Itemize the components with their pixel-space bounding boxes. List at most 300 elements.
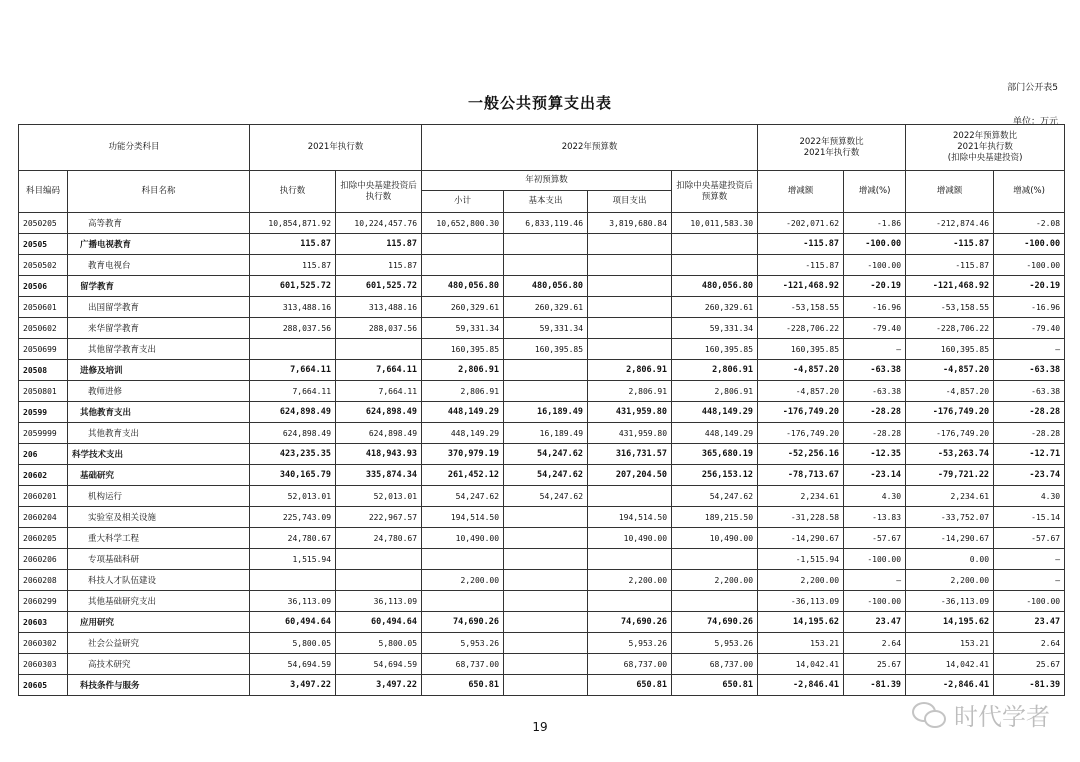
cell-change-pct-2: -81.39	[994, 675, 1065, 696]
cell-code: 2059999	[19, 423, 68, 444]
table-row	[19, 549, 1065, 570]
cell-exec-excl: 24,780.67	[336, 528, 422, 549]
page-number: 19	[532, 720, 548, 734]
cell-exec: 423,235.35	[250, 444, 336, 465]
cell-exec: 624,898.49	[250, 402, 336, 423]
cell-change-amount-2: -33,752.07	[906, 507, 994, 528]
cell-basic: 59,331.34	[504, 318, 588, 339]
unit-label: 单位：万元	[1012, 117, 1058, 127]
cell-exec: 340,165.79	[250, 465, 336, 486]
cell-exec-excl: 115.87	[336, 255, 422, 276]
table-row	[19, 591, 1065, 612]
table-row	[19, 633, 1065, 654]
cell-change-amount-2: 153.21	[906, 633, 994, 654]
cell-code: 2050699	[19, 339, 68, 360]
budget-table	[18, 124, 1065, 696]
cell-exec: 36,113.09	[250, 591, 336, 612]
cell-change-pct-2: 4.30	[994, 486, 1065, 507]
cell-basic: 16,189.49	[504, 402, 588, 423]
cell-change-amount: -121,468.92	[758, 276, 844, 297]
cell-basic: 54,247.62	[504, 465, 588, 486]
cell-name: 教师进修	[68, 381, 250, 402]
cell-change-pct: –	[844, 570, 906, 591]
table-row	[19, 318, 1065, 339]
cell-name: 基础研究	[68, 465, 250, 486]
table-row	[19, 612, 1065, 633]
cell-basic	[504, 549, 588, 570]
cell-change-pct-2: -2.08	[994, 213, 1065, 234]
cell-change-pct-2: -23.74	[994, 465, 1065, 486]
cell-change-amount-2: 0.00	[906, 549, 994, 570]
table-row	[19, 486, 1065, 507]
table-row	[19, 339, 1065, 360]
cell-name: 教育电视台	[68, 255, 250, 276]
table-row	[19, 570, 1065, 591]
cell-project: 2,200.00	[588, 570, 672, 591]
cell-change-amount-2: -115.87	[906, 255, 994, 276]
cell-change-pct: -16.96	[844, 297, 906, 318]
cell-change-amount: -2,846.41	[758, 675, 844, 696]
cell-code: 2060303	[19, 654, 68, 675]
cell-name: 科学技术支出	[68, 444, 250, 465]
cell-exec-excl: 36,113.09	[336, 591, 422, 612]
cell-change-amount-2: -115.87	[906, 234, 994, 255]
cell-exec-excl: 288,037.56	[336, 318, 422, 339]
table-row	[19, 675, 1065, 696]
cell-budget-excl: 365,680.19	[672, 444, 758, 465]
cell-change-amount-2: 160,395.85	[906, 339, 994, 360]
cell-change-pct-2: -15.14	[994, 507, 1065, 528]
header-code: 科目编码	[19, 171, 68, 213]
cell-change-amount-2: -53,263.74	[906, 444, 994, 465]
cell-name: 留学教育	[68, 276, 250, 297]
cell-name: 广播电视教育	[68, 234, 250, 255]
cell-budget-excl: 480,056.80	[672, 276, 758, 297]
cell-exec-excl: 54,694.59	[336, 654, 422, 675]
cell-name: 社会公益研究	[68, 633, 250, 654]
cell-change-amount-2: 2,200.00	[906, 570, 994, 591]
cell-change-amount: -228,706.22	[758, 318, 844, 339]
cell-code: 2050601	[19, 297, 68, 318]
table-row	[19, 402, 1065, 423]
table-row	[19, 360, 1065, 381]
table-header	[19, 125, 1065, 213]
cell-budget-excl: 256,153.12	[672, 465, 758, 486]
cell-subtotal: 54,247.62	[422, 486, 504, 507]
cell-project: 207,204.50	[588, 465, 672, 486]
cell-exec: 3,497.22	[250, 675, 336, 696]
cell-change-amount: -4,857.20	[758, 360, 844, 381]
cell-change-pct: -1.86	[844, 213, 906, 234]
cell-exec: 601,525.72	[250, 276, 336, 297]
cell-project: 650.81	[588, 675, 672, 696]
table-row	[19, 213, 1065, 234]
cell-basic: 54,247.62	[504, 486, 588, 507]
cell-change-pct: -23.14	[844, 465, 906, 486]
cell-subtotal: 10,490.00	[422, 528, 504, 549]
cell-basic: 260,329.61	[504, 297, 588, 318]
cell-change-amount: -115.87	[758, 234, 844, 255]
cell-name: 机构运行	[68, 486, 250, 507]
cell-change-pct-2: –	[994, 549, 1065, 570]
table-row	[19, 297, 1065, 318]
cell-exec-excl	[336, 549, 422, 570]
cell-basic: 6,833,119.46	[504, 213, 588, 234]
cell-project: 10,490.00	[588, 528, 672, 549]
cell-budget-excl: 10,490.00	[672, 528, 758, 549]
cell-change-pct: -57.67	[844, 528, 906, 549]
cell-change-amount: -78,713.67	[758, 465, 844, 486]
cell-project: 2,806.91	[588, 381, 672, 402]
cell-basic	[504, 360, 588, 381]
cell-exec-excl: 313,488.16	[336, 297, 422, 318]
cell-change-amount-2: -176,749.20	[906, 402, 994, 423]
cell-change-pct: -100.00	[844, 591, 906, 612]
cell-change-amount-2: 14,195.62	[906, 612, 994, 633]
cell-subtotal: 160,395.85	[422, 339, 504, 360]
cell-budget-excl: 74,690.26	[672, 612, 758, 633]
cell-change-pct: 25.67	[844, 654, 906, 675]
cell-exec: 115.87	[250, 255, 336, 276]
cell-project: 316,731.57	[588, 444, 672, 465]
cell-project	[588, 549, 672, 570]
cell-subtotal	[422, 255, 504, 276]
cell-subtotal: 59,331.34	[422, 318, 504, 339]
cell-project	[588, 255, 672, 276]
cell-change-pct: -63.38	[844, 381, 906, 402]
cell-exec-excl: 5,800.05	[336, 633, 422, 654]
cell-budget-excl	[672, 591, 758, 612]
cell-project	[588, 591, 672, 612]
cell-name: 高技术研究	[68, 654, 250, 675]
cell-change-pct: -63.38	[844, 360, 906, 381]
cell-code: 20599	[19, 402, 68, 423]
cell-exec: 60,494.64	[250, 612, 336, 633]
cell-change-pct-2: -57.67	[994, 528, 1065, 549]
table-row	[19, 528, 1065, 549]
cell-change-pct-2: -20.19	[994, 276, 1065, 297]
cell-change-pct-2: -28.28	[994, 402, 1065, 423]
cell-code: 2050801	[19, 381, 68, 402]
cell-project: 194,514.50	[588, 507, 672, 528]
cell-budget-excl	[672, 255, 758, 276]
cell-change-pct: 2.64	[844, 633, 906, 654]
cell-project: 431,959.80	[588, 423, 672, 444]
table-row	[19, 381, 1065, 402]
header-compare-2021: 2022年预算数比 2021年执行数	[758, 125, 906, 171]
cell-exec: 288,037.56	[250, 318, 336, 339]
cell-change-pct-2: 2.64	[994, 633, 1065, 654]
cell-change-pct: -100.00	[844, 549, 906, 570]
cell-subtotal: 480,056.80	[422, 276, 504, 297]
header-exec-2021: 2021年执行数	[250, 125, 422, 171]
cell-basic	[504, 507, 588, 528]
cell-change-amount: -176,749.20	[758, 423, 844, 444]
cell-exec-excl: 7,664.11	[336, 360, 422, 381]
cell-name: 来华留学教育	[68, 318, 250, 339]
cell-budget-excl: 2,806.91	[672, 360, 758, 381]
cell-subtotal: 194,514.50	[422, 507, 504, 528]
header-beginning-budget: 年初预算数	[422, 171, 672, 191]
cell-change-amount-2: -36,113.09	[906, 591, 994, 612]
cell-basic	[504, 570, 588, 591]
cell-project: 68,737.00	[588, 654, 672, 675]
cell-change-pct: -13.83	[844, 507, 906, 528]
cell-exec	[250, 339, 336, 360]
cell-change-pct-2: 23.47	[994, 612, 1065, 633]
cell-budget-excl: 650.81	[672, 675, 758, 696]
cell-exec-excl: 10,224,457.76	[336, 213, 422, 234]
cell-subtotal: 260,329.61	[422, 297, 504, 318]
cell-budget-excl	[672, 234, 758, 255]
cell-change-amount-2: -176,749.20	[906, 423, 994, 444]
cell-budget-excl	[672, 549, 758, 570]
cell-change-pct-2: -100.00	[994, 255, 1065, 276]
cell-change-pct: -100.00	[844, 255, 906, 276]
wechat-icon	[912, 700, 948, 730]
cell-code: 20602	[19, 465, 68, 486]
cell-exec-excl: 624,898.49	[336, 423, 422, 444]
cell-budget-excl: 5,953.26	[672, 633, 758, 654]
table-row	[19, 654, 1065, 675]
cell-name: 应用研究	[68, 612, 250, 633]
cell-exec-excl: 418,943.93	[336, 444, 422, 465]
cell-change-amount-2: -14,290.67	[906, 528, 994, 549]
cell-name: 科技人才队伍建设	[68, 570, 250, 591]
cell-budget-excl: 59,331.34	[672, 318, 758, 339]
table-row	[19, 423, 1065, 444]
cell-change-amount: 153.21	[758, 633, 844, 654]
cell-change-pct: -20.19	[844, 276, 906, 297]
cell-budget-excl: 260,329.61	[672, 297, 758, 318]
header-basic: 基本支出	[504, 191, 588, 213]
table-row	[19, 255, 1065, 276]
cell-change-pct: -81.39	[844, 675, 906, 696]
cell-code: 2050502	[19, 255, 68, 276]
cell-change-amount-2: 14,042.41	[906, 654, 994, 675]
cell-basic	[504, 234, 588, 255]
cell-code: 2060204	[19, 507, 68, 528]
cell-name: 进修及培训	[68, 360, 250, 381]
cell-exec: 225,743.09	[250, 507, 336, 528]
cell-change-amount: -1,515.94	[758, 549, 844, 570]
cell-project	[588, 234, 672, 255]
cell-exec: 54,694.59	[250, 654, 336, 675]
table-row	[19, 465, 1065, 486]
table-row	[19, 276, 1065, 297]
cell-exec-excl: 335,874.34	[336, 465, 422, 486]
table-row	[19, 507, 1065, 528]
cell-change-pct: -28.28	[844, 402, 906, 423]
cell-project: 431,959.80	[588, 402, 672, 423]
cell-budget-excl: 2,806.91	[672, 381, 758, 402]
cell-exec-excl	[336, 339, 422, 360]
cell-project: 3,819,680.84	[588, 213, 672, 234]
page-title: 一般公共预算支出表	[467, 94, 612, 112]
cell-code: 2060205	[19, 528, 68, 549]
cell-change-amount-2: -2,846.41	[906, 675, 994, 696]
cell-basic	[504, 654, 588, 675]
cell-project	[588, 339, 672, 360]
cell-change-amount: 14,042.41	[758, 654, 844, 675]
cell-exec-excl: 60,494.64	[336, 612, 422, 633]
cell-change-amount: -14,290.67	[758, 528, 844, 549]
cell-exec-excl: 624,898.49	[336, 402, 422, 423]
cell-change-pct: 23.47	[844, 612, 906, 633]
cell-basic: 160,395.85	[504, 339, 588, 360]
cell-change-pct-2: -100.00	[994, 234, 1065, 255]
cell-code: 2060302	[19, 633, 68, 654]
cell-subtotal	[422, 234, 504, 255]
cell-budget-excl: 448,149.29	[672, 402, 758, 423]
cell-name: 高等教育	[68, 213, 250, 234]
cell-subtotal: 650.81	[422, 675, 504, 696]
cell-project	[588, 297, 672, 318]
cell-exec: 7,664.11	[250, 360, 336, 381]
cell-change-pct: –	[844, 339, 906, 360]
cell-subtotal	[422, 549, 504, 570]
cell-change-pct-2: -16.96	[994, 297, 1065, 318]
header-change-pct-2: 增减(%)	[994, 171, 1065, 213]
cell-name: 其他教育支出	[68, 423, 250, 444]
cell-code: 2060208	[19, 570, 68, 591]
cell-change-amount-2: -212,874.46	[906, 213, 994, 234]
cell-change-pct: -100.00	[844, 234, 906, 255]
cell-subtotal: 2,806.91	[422, 381, 504, 402]
header-change-pct: 增减(%)	[844, 171, 906, 213]
cell-change-amount: -202,071.62	[758, 213, 844, 234]
cell-change-amount-2: -53,158.55	[906, 297, 994, 318]
cell-name: 重大科学工程	[68, 528, 250, 549]
cell-name: 其他基础研究支出	[68, 591, 250, 612]
cell-exec-excl	[336, 570, 422, 591]
cell-project	[588, 318, 672, 339]
cell-exec-excl: 115.87	[336, 234, 422, 255]
cell-basic	[504, 675, 588, 696]
cell-exec: 1,515.94	[250, 549, 336, 570]
cell-change-pct-2: -28.28	[994, 423, 1065, 444]
cell-subtotal: 448,149.29	[422, 402, 504, 423]
table-body	[19, 213, 1065, 696]
cell-basic	[504, 591, 588, 612]
header-change-amount: 增减额	[758, 171, 844, 213]
watermark	[912, 697, 1050, 732]
cell-subtotal: 74,690.26	[422, 612, 504, 633]
cell-code: 20506	[19, 276, 68, 297]
cell-exec: 624,898.49	[250, 423, 336, 444]
cell-basic	[504, 612, 588, 633]
cell-name: 实验室及相关设施	[68, 507, 250, 528]
cell-change-pct-2: -12.71	[994, 444, 1065, 465]
cell-change-amount-2: -121,468.92	[906, 276, 994, 297]
cell-change-pct: -28.28	[844, 423, 906, 444]
cell-change-amount: 160,395.85	[758, 339, 844, 360]
header-budget-2022: 2022年预算数	[422, 125, 758, 171]
cell-code: 2060299	[19, 591, 68, 612]
cell-code: 20605	[19, 675, 68, 696]
cell-exec: 7,664.11	[250, 381, 336, 402]
cell-subtotal: 370,979.19	[422, 444, 504, 465]
cell-change-pct: -79.40	[844, 318, 906, 339]
cell-change-amount: -115.87	[758, 255, 844, 276]
cell-basic: 54,247.62	[504, 444, 588, 465]
cell-change-pct-2: -100.00	[994, 591, 1065, 612]
cell-basic: 16,189.49	[504, 423, 588, 444]
cell-name: 科技条件与服务	[68, 675, 250, 696]
table-row	[19, 444, 1065, 465]
watermark-text: 时代学者	[954, 703, 1050, 731]
header-project: 项目支出	[588, 191, 672, 213]
cell-project: 5,953.26	[588, 633, 672, 654]
table-row	[19, 234, 1065, 255]
cell-subtotal: 68,737.00	[422, 654, 504, 675]
cell-change-pct: -12.35	[844, 444, 906, 465]
cell-name: 专项基础科研	[68, 549, 250, 570]
cell-project: 74,690.26	[588, 612, 672, 633]
cell-budget-excl: 448,149.29	[672, 423, 758, 444]
cell-change-pct-2: -63.38	[994, 360, 1065, 381]
cell-exec: 5,800.05	[250, 633, 336, 654]
cell-basic	[504, 381, 588, 402]
cell-change-pct-2: -63.38	[994, 381, 1065, 402]
cell-change-amount: -31,228.58	[758, 507, 844, 528]
cell-subtotal: 5,953.26	[422, 633, 504, 654]
header-classification: 功能分类科目	[19, 125, 250, 171]
cell-name: 其他留学教育支出	[68, 339, 250, 360]
form-number: 部门公开表5	[1007, 83, 1058, 93]
cell-change-amount: 2,234.61	[758, 486, 844, 507]
cell-exec: 24,780.67	[250, 528, 336, 549]
header-name: 科目名称	[68, 171, 250, 213]
cell-exec	[250, 570, 336, 591]
cell-change-amount: -36,113.09	[758, 591, 844, 612]
cell-project	[588, 486, 672, 507]
cell-exec-excl: 7,664.11	[336, 381, 422, 402]
cell-change-amount: -52,256.16	[758, 444, 844, 465]
cell-code: 20508	[19, 360, 68, 381]
cell-budget-excl: 10,011,583.30	[672, 213, 758, 234]
cell-change-amount-2: -4,857.20	[906, 360, 994, 381]
cell-exec: 10,854,871.92	[250, 213, 336, 234]
cell-subtotal: 261,452.12	[422, 465, 504, 486]
cell-change-pct: 4.30	[844, 486, 906, 507]
header-compare-2021-excl: 2022年预算数比 2021年执行数 (扣除中央基建投资)	[906, 125, 1065, 171]
cell-change-amount-2: 2,234.61	[906, 486, 994, 507]
cell-exec-excl: 3,497.22	[336, 675, 422, 696]
cell-change-amount-2: -228,706.22	[906, 318, 994, 339]
cell-project: 2,806.91	[588, 360, 672, 381]
cell-change-amount-2: -79,721.22	[906, 465, 994, 486]
cell-change-amount: 2,200.00	[758, 570, 844, 591]
cell-subtotal: 448,149.29	[422, 423, 504, 444]
cell-subtotal: 2,806.91	[422, 360, 504, 381]
cell-subtotal	[422, 591, 504, 612]
cell-change-amount-2: -4,857.20	[906, 381, 994, 402]
cell-change-amount: -176,749.20	[758, 402, 844, 423]
cell-subtotal: 2,200.00	[422, 570, 504, 591]
cell-exec: 115.87	[250, 234, 336, 255]
cell-exec-excl: 222,967.57	[336, 507, 422, 528]
cell-change-pct-2: –	[994, 339, 1065, 360]
cell-change-pct-2: -79.40	[994, 318, 1065, 339]
cell-budget-excl: 54,247.62	[672, 486, 758, 507]
cell-code: 2050602	[19, 318, 68, 339]
cell-name: 出国留学教育	[68, 297, 250, 318]
header-change-amount-2: 增减额	[906, 171, 994, 213]
cell-basic	[504, 255, 588, 276]
cell-change-pct-2: –	[994, 570, 1065, 591]
cell-basic: 480,056.80	[504, 276, 588, 297]
